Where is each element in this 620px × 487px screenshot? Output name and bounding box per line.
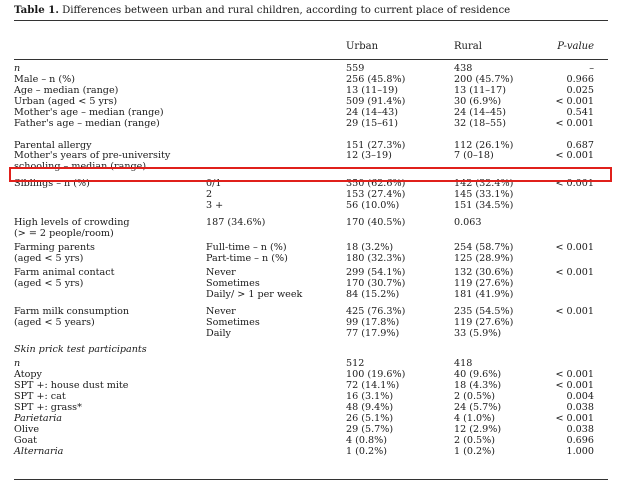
row-label-continued: (aged < 5 years) [14,317,95,328]
row-urban-value: 56 (10.0%) [346,200,400,211]
row-subcategory: Never [206,267,236,278]
row-label: Siblings – n (%) [14,178,90,189]
row-p-value: < 0.001 [555,178,594,189]
row-urban-value: 151 (27.3%) [346,140,406,151]
row-urban-value: 26 (5.1%) [346,413,394,424]
row-label: Parental allergy [14,140,92,151]
row-label-continued: (aged < 5 yrs) [14,253,84,264]
row-rural-value: 2 (0.5%) [454,391,496,402]
row-label: n [14,358,21,369]
header-rural: Rural [454,41,482,52]
row-urban-value: 350 (62.6%) [346,178,406,189]
row-rural-value: 132 (30.6%) [454,267,514,278]
row-rural-value: 235 (54.5%) [454,306,514,317]
row-rural-value: 119 (27.6%) [454,317,514,328]
row-rural-value: 13 (11–17) [454,85,506,96]
row-label: SPT +: house dust mite [14,380,129,391]
row-urban-value: 24 (14–43) [346,107,398,118]
row-urban-value: 559 [346,63,365,74]
row-p-value: < 0.001 [555,380,594,391]
row-label: Urban (aged < 5 yrs) [14,96,118,107]
row-label: Parietaria [14,413,63,424]
row-subcategory: 3 + [206,200,224,211]
row-rural-value: 12 (2.9%) [454,424,502,435]
row-label: SPT +: grass* [14,402,82,413]
row-subcategory: Sometimes [206,317,260,328]
row-p-value: < 0.001 [555,369,594,380]
row-urban-value: 29 (15–61) [346,118,398,129]
row-rural-value: 200 (45.7%) [454,74,514,85]
table-caption [14,4,510,16]
row-p-value: < 0.001 [555,306,594,317]
row-subcategory: Daily [206,328,231,339]
row-subcategory: Full-time – n (%) [206,242,287,253]
row-urban-value: 48 (9.4%) [346,402,394,413]
row-label: Olive [14,424,40,435]
row-p-value: < 0.001 [555,267,594,278]
row-rural-value: 254 (58.7%) [454,242,514,253]
caption-label: Table 1. [14,4,59,16]
row-label: Mother's years of pre-university [14,150,171,161]
highlight-box [9,167,612,182]
row-p-value: 0.038 [566,424,594,435]
row-label: Alternaria [14,446,64,457]
row-rural-value: 119 (27.6%) [454,278,514,289]
header-p-value: P-value [557,41,594,52]
row-p-value: – [589,63,594,74]
row-rural-value: 40 (9.6%) [454,369,502,380]
row-label: Male – n (%) [14,74,76,85]
row-rural-value: 145 (33.1%) [454,189,514,200]
row-p-value: 0.687 [566,140,594,151]
header-rule [14,59,608,60]
row-urban-value: 1 (0.2%) [346,446,388,457]
row-p-value: < 0.001 [555,242,594,253]
row-rural-value: 2 (0.5%) [454,435,496,446]
row-subcategory: 187 (34.6%) [206,217,266,228]
row-rural-value: 181 (41.9%) [454,289,514,300]
row-subcategory: Daily/ > 1 per week [206,289,303,300]
row-label: Goat [14,435,38,446]
row-urban-value: 153 (27.4%) [346,189,406,200]
row-urban-value: 12 (3–19) [346,150,392,161]
row-subcategory: Sometimes [206,278,260,289]
row-p-value: 1.000 [566,446,594,457]
row-urban-value: 299 (54.1%) [346,267,406,278]
row-urban-value: 256 (45.8%) [346,74,406,85]
header-urban: Urban [346,41,379,52]
row-p-value: 0.038 [566,402,594,413]
row-label-continued: (aged < 5 yrs) [14,278,84,289]
row-label-continued: schooling – median (range) [14,161,147,172]
row-urban-value: 509 (91.4%) [346,96,406,107]
row-urban-value: 425 (76.3%) [346,306,406,317]
row-urban-value: 18 (3.2%) [346,242,394,253]
row-p-value: 0.025 [566,85,594,96]
row-label: n [14,63,21,74]
row-label: Age – median (range) [14,85,119,96]
row-rural-value: 151 (34.5%) [454,200,514,211]
row-urban-value: 72 (14.1%) [346,380,400,391]
row-urban-value: 512 [346,358,365,369]
bottom-rule [14,479,608,480]
row-p-value: < 0.001 [555,96,594,107]
top-rule [14,20,608,21]
row-p-value: < 0.001 [555,150,594,161]
row-p-value: < 0.001 [555,413,594,424]
row-subcategory: Never [206,306,236,317]
row-label: SPT +: cat [14,391,66,402]
row-label: Farm milk consumption [14,306,130,317]
row-urban-value: 16 (3.1%) [346,391,394,402]
row-p-value: 0.541 [566,107,594,118]
row-rural-value: 7 (0–18) [454,150,494,161]
row-rural-value: 18 (4.3%) [454,380,502,391]
row-rural-value: 0.063 [454,217,482,228]
row-urban-value: 180 (32.3%) [346,253,406,264]
row-rural-value: 142 (32.4%) [454,178,514,189]
row-rural-value: 418 [454,358,473,369]
row-p-value: 0.966 [566,74,594,85]
row-label: High levels of crowding [14,217,130,228]
caption-text: Differences between urban and rural children, according to current place of residence [62,5,511,16]
row-urban-value: 4 (0.8%) [346,435,388,446]
row-rural-value: 30 (6.9%) [454,96,502,107]
row-rural-value: 438 [454,63,473,74]
row-rural-value: 125 (28.9%) [454,253,514,264]
row-urban-value: 13 (11–19) [346,85,398,96]
row-p-value: 0.004 [566,391,594,402]
row-label: Farming parents [14,242,95,253]
row-subcategory: 2 [206,189,213,200]
row-label: Farm animal contact [14,267,115,278]
row-label: Father's age – median (range) [14,118,160,129]
row-subcategory: 0/1 [206,178,222,189]
row-urban-value: 170 (30.7%) [346,278,406,289]
row-urban-value: 100 (19.6%) [346,369,406,380]
row-label: Skin prick test participants [14,344,147,355]
row-urban-value: 170 (40.5%) [346,217,406,228]
row-urban-value: 29 (5.7%) [346,424,394,435]
row-p-value: 0.696 [566,435,594,446]
row-rural-value: 32 (18–55) [454,118,506,129]
row-rural-value: 24 (5.7%) [454,402,502,413]
row-rural-value: 1 (0.2%) [454,446,496,457]
row-label: Atopy [14,369,42,380]
row-label-continued: (> = 2 people/room) [14,228,114,239]
row-rural-value: 33 (5.9%) [454,328,502,339]
row-rural-value: 4 (1.0%) [454,413,496,424]
row-label: Mother's age – median (range) [14,107,164,118]
row-urban-value: 99 (17.8%) [346,317,400,328]
row-subcategory: Part-time – n (%) [206,253,288,264]
row-urban-value: 77 (17.9%) [346,328,400,339]
row-p-value: < 0.001 [555,118,594,129]
row-rural-value: 24 (14–45) [454,107,506,118]
row-rural-value: 112 (26.1%) [454,140,514,151]
row-urban-value: 84 (15.2%) [346,289,400,300]
